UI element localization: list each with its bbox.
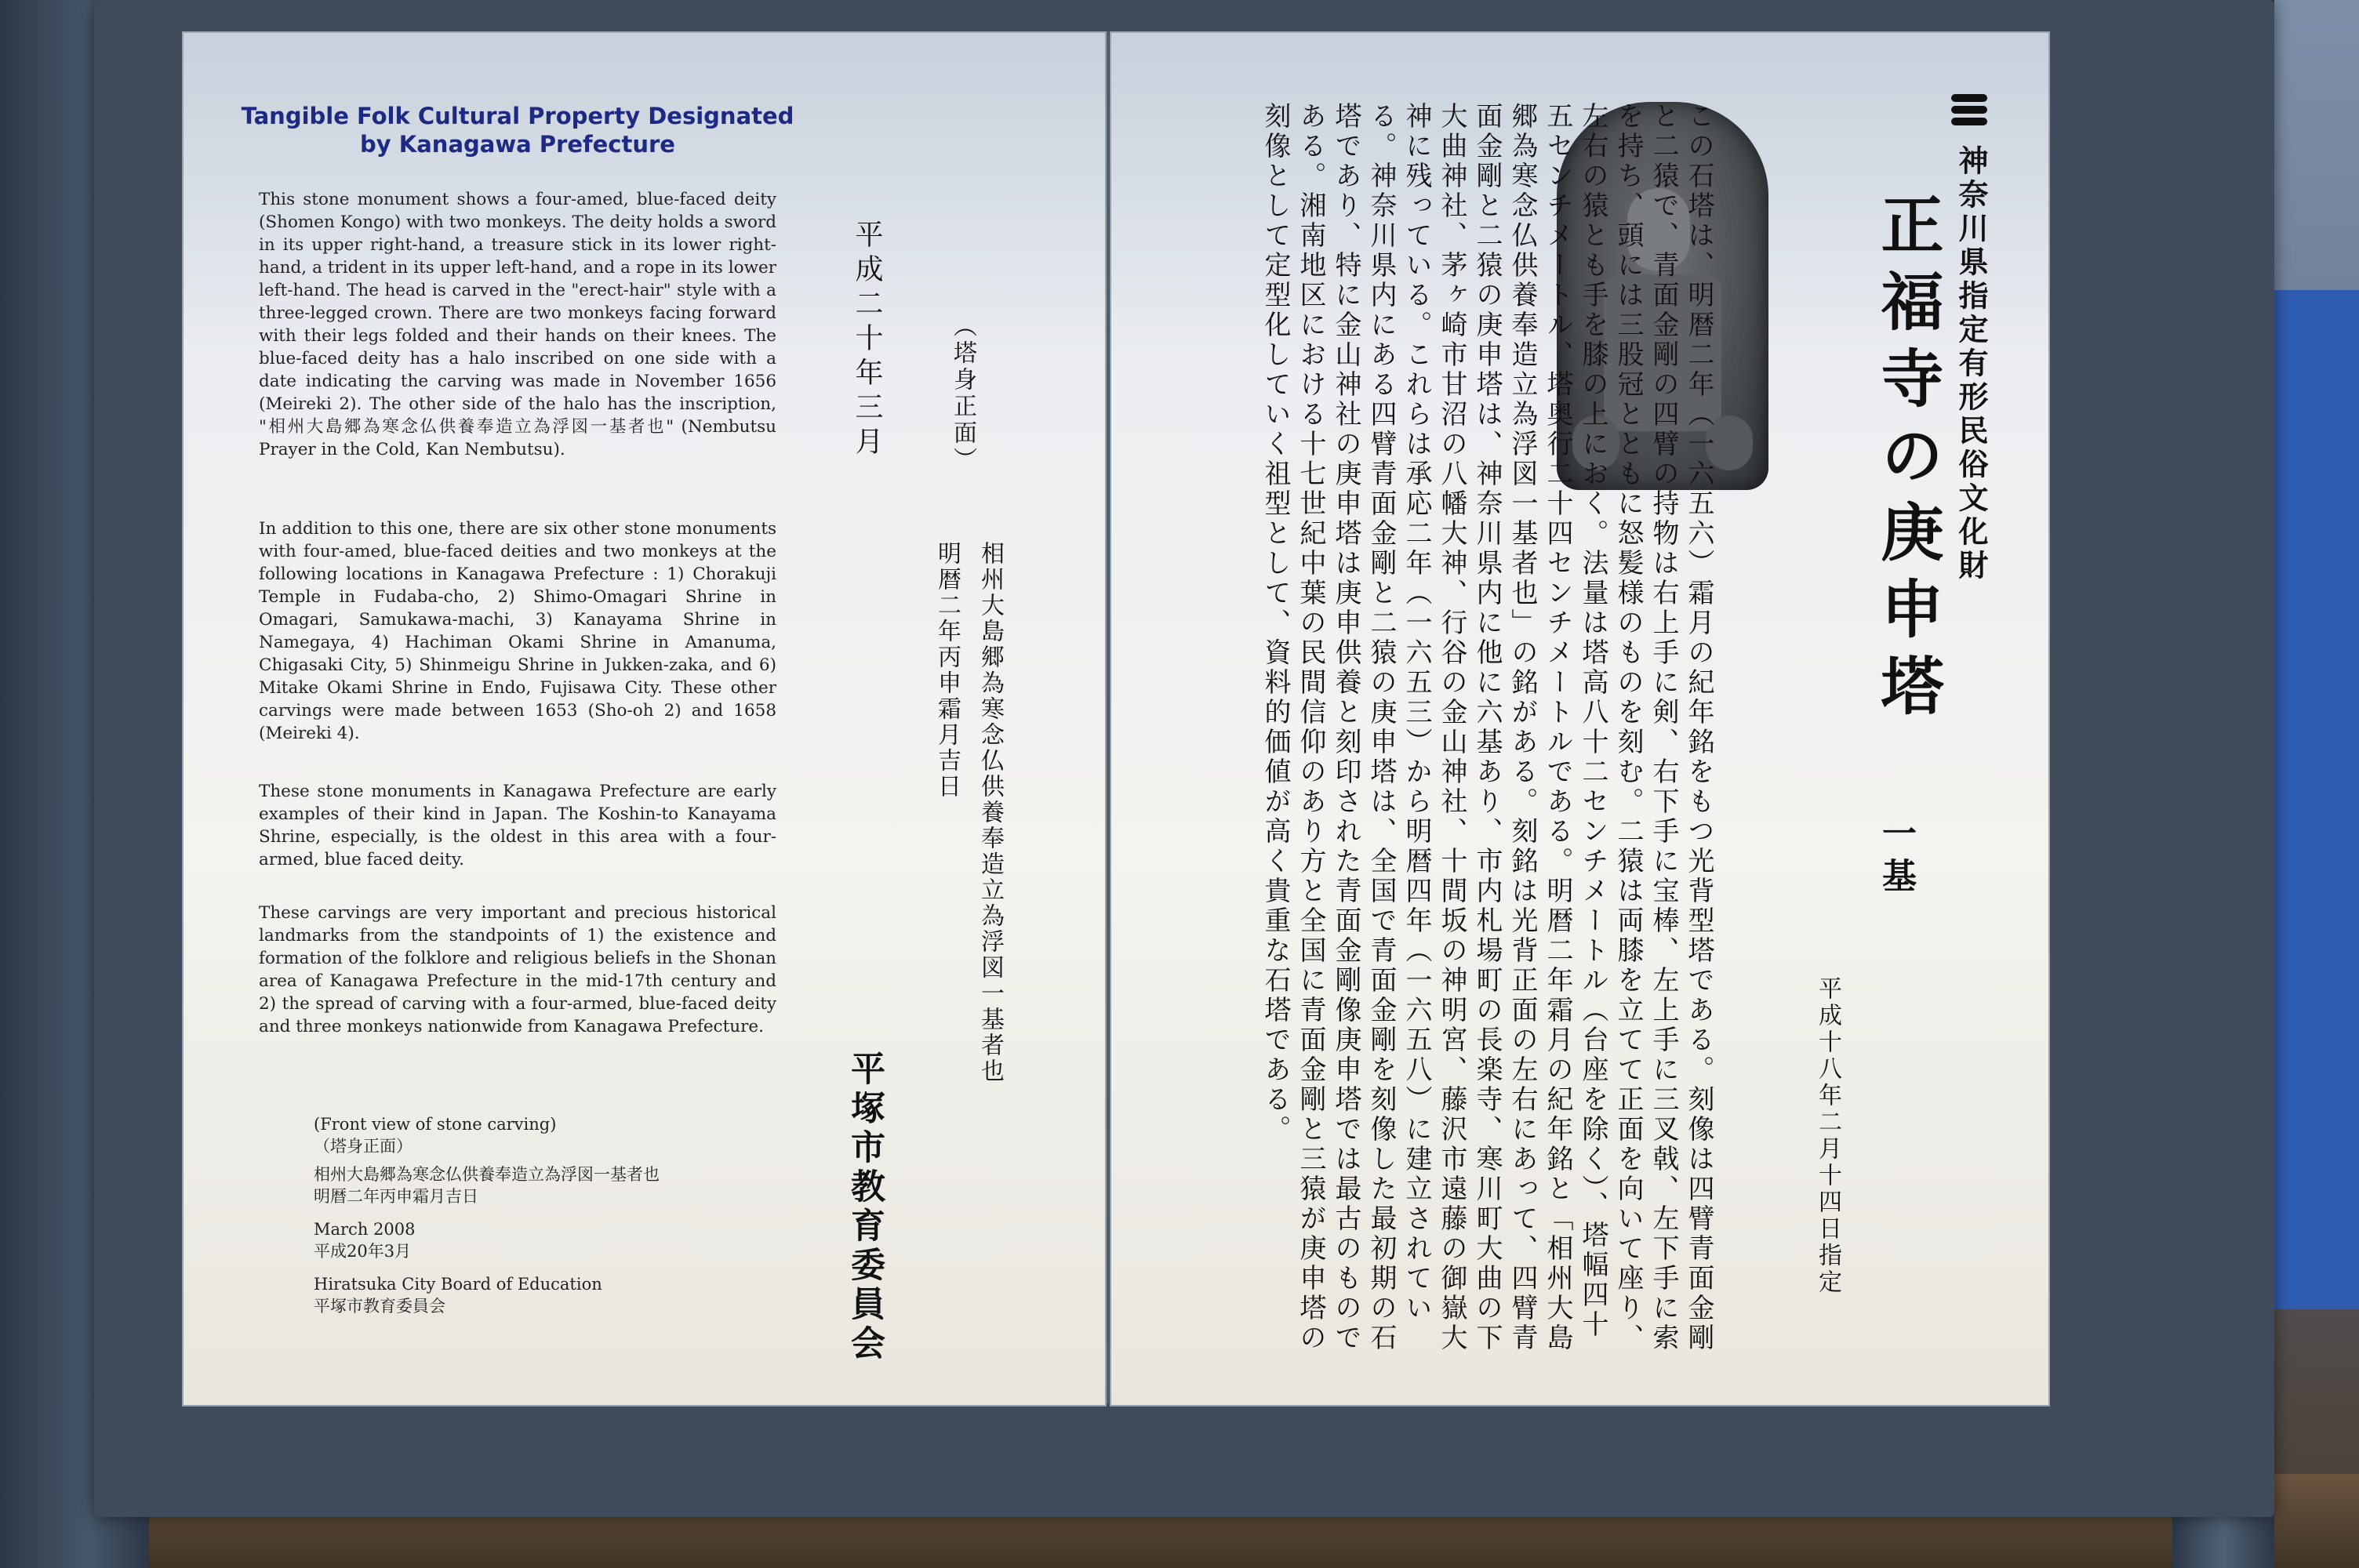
english-date: March 2008 xyxy=(314,1220,416,1239)
jp-body-text: この石塔は、明暦二年（一六五六）霜月の紀年銘をもつ光背型塔である。刻像は四臂青面金剛と二猿で、青面金剛の四臂の持物は右上手に剣、右下手に宝棒、左上手に三叉戟、左下手に索を持ち、頭には三股冠とともに怒髪様のものを刻む。二猿は両膝を立てて正面を向いて座り、左右の猿とも手を膝の上におく。法量は塔高八十二センチメートル（台座を除く）、塔幅四十五センチメートル、塔奥行二十四センチメートルである。明暦二年霜月の紀年銘と「相州大島郷為寒念仏供養奉造立為浮図一基者也」の銘がある。刻銘は光背正面の左右にあって、四臂青面金剛と二猿の庚申塔は、神奈川県内に他に六基あり、市内札場町の長楽寺、寒川町大曲の下大曲神社、茅ヶ崎市甘沼の八幡大神、行谷の金山神社、十間坂の神明宮、藤沢市遠藤の御嶽大神に残っている。これらは承応二年（一六五三）から明暦四年（一六五八）に建立されている。神奈川県内にある四臂青面金剛と二猿の庚申塔は、全国で青面金剛を刻像した最初期の石塔であり、特に金山神社の庚申塔は庚申供養と刻印された青面金剛像庚申塔では最古のものである。湘南地区における十七世紀中葉の民間信仰のあり方と全国に青面金剛と三猿が庚申塔の刻像として定型化していく祖型として、資料的価値が高く貴重な石塔である。 xyxy=(1259,102,1714,1353)
english-paragraph-4: These carvings are very important and precious historical landmarks from the standpoints of 1) the existence and formation of the folklore and religious beliefs in the Shonan area of Kanagawa Prefecture in the mid-17th century and 2) the spread of carving with a four-armed, blue-faced deity and three monkeys nationwide from Kanagawa Prefecture. xyxy=(259,903,776,1036)
caption-inscription-1: 相州大島郷為寒念仏供養奉造立為浮図一基者也 xyxy=(314,1165,660,1184)
english-date-jp: 平成20年3月 xyxy=(314,1242,412,1261)
jp-designated-date: 平成十八年二月十四日指定 xyxy=(1814,976,1841,1296)
english-paragraph-1: This stone monument shows a four-amed, blue-faced deity (Shomen Kongo) with two monkeys. The deity holds a sword in its upper right-hand, a treasure stick in its lower right-hand, a trident in its upper left-hand, and a rope in its lower left-hand. The head is carved in the "erect-hair" style with a three-legged crown. There are two monkeys facing forward with their legs folded and their hands on their knees. The blue-faced deity has a halo inscribed on one side with a date indicating the carving was made in November 1656 (Meireki 2). The other side of the halo has the inscription, "相州大島郷為寒念仏供養奉造立為浮図一基者也" (Nembutsu Prayer in the Cold, Kan Nembutsu). xyxy=(259,190,776,459)
caption-front-view: (Front view of stone carving) xyxy=(314,1115,557,1134)
caption-front-view-jp: （塔身正面） xyxy=(314,1137,413,1156)
jp-inscription-2: 明暦二年丙申霜月吉日 xyxy=(933,541,961,800)
panel-divider xyxy=(1107,31,1109,1403)
jp-count: 一基 xyxy=(1876,815,1916,900)
english-caption xyxy=(314,1113,660,1317)
hiratsuka-emblem-icon xyxy=(1951,94,1987,135)
english-title: Tangible Folk Cultural Property Designated by Kanagawa Prefecture xyxy=(241,103,794,158)
jp-caption: （塔身正面） xyxy=(949,314,976,474)
english-paragraph-2: In addition to this one, there are six other stone monuments with four-amed, blue-faced deities and two monkeys at the following locations in Kanagawa Prefecture : 1) Chorakuji Temple in Fudaba-cho, 2) Shimo-Omagari Shrine in Omagari, Samukawa-machi, 3) Kanayama Shrine in Namegaya, 4) Hachiman Okami Shrine in Amanuma, Chigasaki City, 5) Shinmeigu Shrine in Jukken-zaka, and 6) Mitake Okami Shrine in Endo, Fujisawa City. These other carvings were made between 1653 (Sho-oh 2) and 1658 (Meireki 4). xyxy=(259,519,776,743)
english-board-jp: 平塚市教育委員会 xyxy=(314,1297,445,1316)
jp-inscription-1: 相州大島郷為寒念仏供養奉造立為浮図一基者也 xyxy=(976,541,1004,1084)
caption-inscription-2: 明暦二年丙申霜月吉日 xyxy=(314,1187,478,1206)
english-board: Hiratsuka City Board of Education xyxy=(314,1275,602,1294)
jp-board: 平塚市教育委員会 xyxy=(845,1051,885,1364)
jp-date: 平成二十年三月 xyxy=(851,220,883,461)
english-paragraph-3: These stone monuments in Kanagawa Prefecture are early examples of their kind in Japan. The Koshin-to Kanayama Shrine, especially, is the oldest in this area with a four-armed, blue faced deity. xyxy=(259,782,776,869)
jp-title: 正福寺の庚申塔 xyxy=(1870,192,1944,730)
jp-designation: 神奈川県指定有形民俗文化財 xyxy=(1954,145,1989,583)
